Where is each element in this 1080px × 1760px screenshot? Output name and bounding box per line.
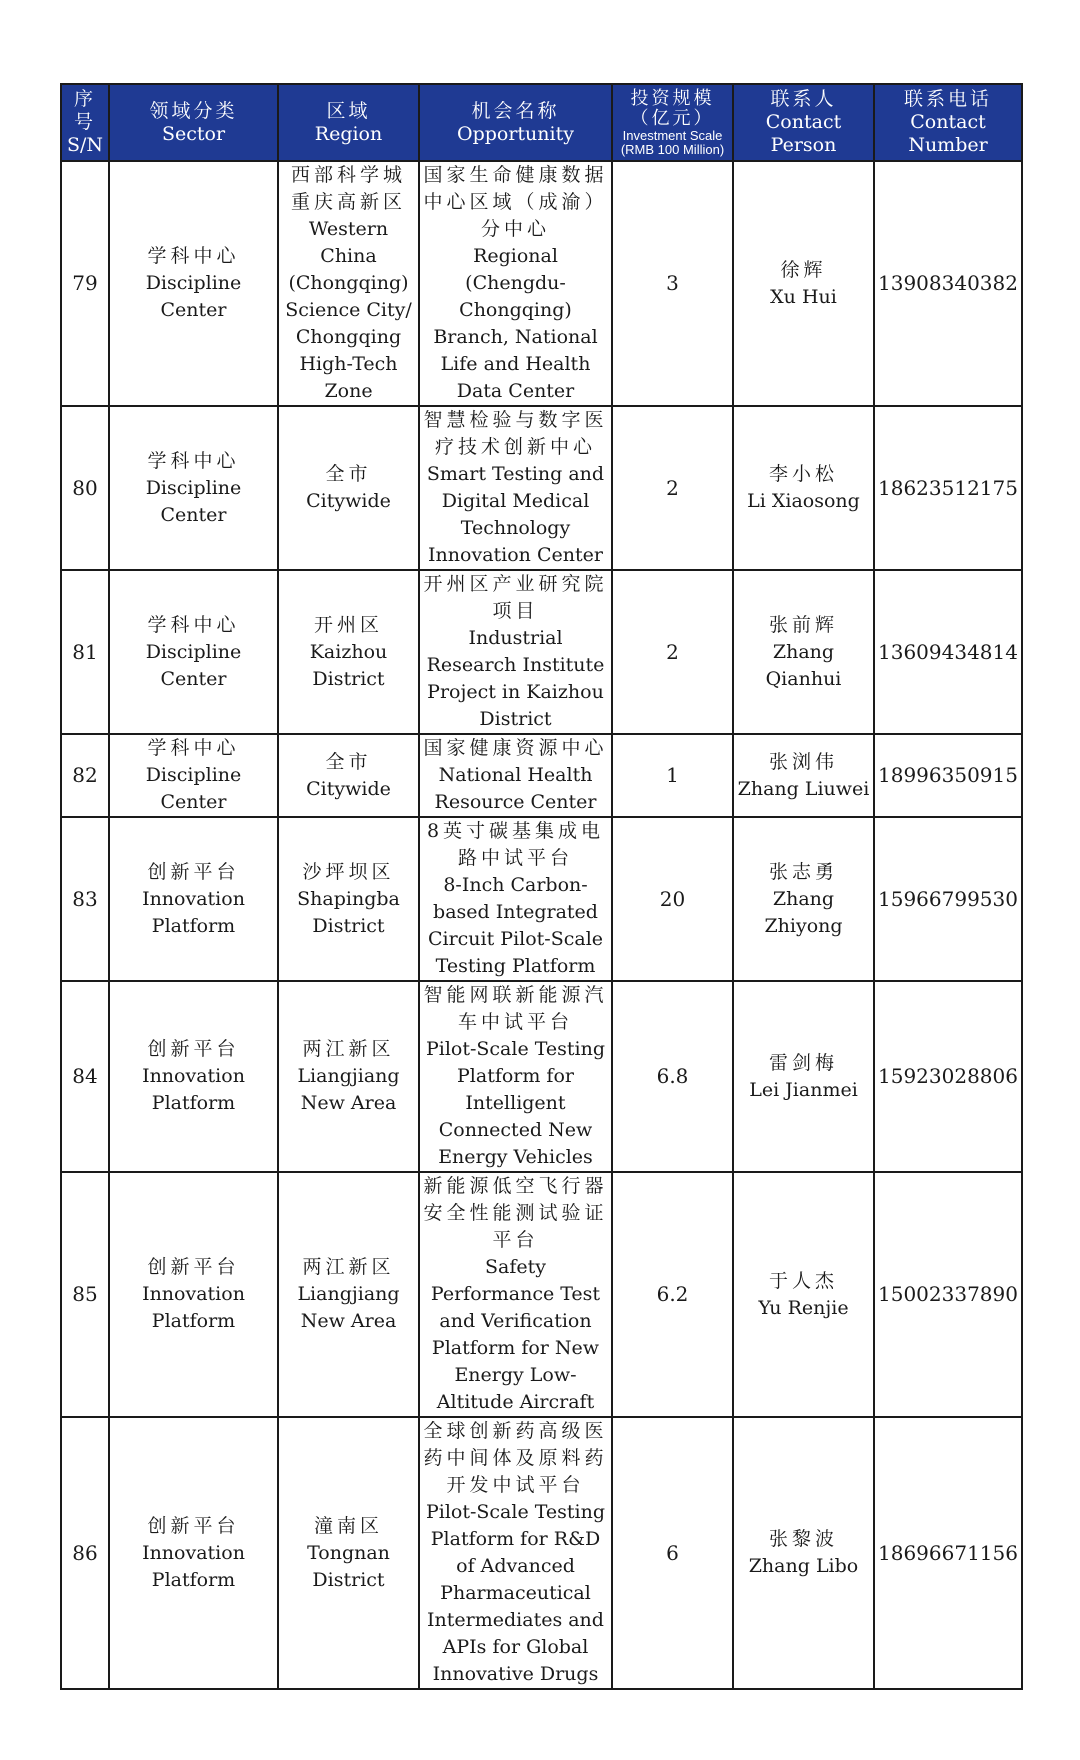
opportunity-zh: 8英寸碳基集成电路中试平台 bbox=[426, 820, 605, 869]
sector-en: Discipline Center bbox=[145, 764, 242, 813]
opportunity-en: National Health Resource Center bbox=[434, 764, 597, 813]
table-row bbox=[61, 981, 1022, 1172]
investment-value: 20 bbox=[659, 886, 686, 911]
contact-en: Xu Hui bbox=[770, 285, 837, 308]
cell-region bbox=[278, 570, 419, 734]
contact-en: Zhang Qianhui bbox=[765, 640, 842, 690]
sector-en: Innovation Platform bbox=[142, 1283, 245, 1332]
header-contact-person: 联系人 Contact Person bbox=[733, 84, 874, 161]
region-zh: 两江新区 bbox=[302, 1038, 395, 1060]
region-zh: 沙坪坝区 bbox=[302, 860, 395, 883]
contact-zh: 于人杰 bbox=[768, 1269, 838, 1292]
phone-value: 18623512175 bbox=[878, 475, 1018, 500]
cell-contact-person bbox=[733, 570, 874, 734]
cell-opportunity bbox=[419, 161, 612, 406]
region-en: Shapingba District bbox=[297, 887, 400, 937]
sector-zh: 创新平台 bbox=[147, 1038, 240, 1060]
opportunity-table-page bbox=[60, 83, 1021, 1690]
phone-value: 15002337890 bbox=[878, 1282, 1018, 1306]
cell-sn bbox=[61, 817, 109, 981]
investment-value: 2 bbox=[666, 639, 679, 664]
contact-zh: 张黎波 bbox=[768, 1528, 838, 1550]
sector-zh: 学科中心 bbox=[147, 737, 240, 759]
cell-contact-number bbox=[874, 734, 1022, 817]
contact-en: Lei Jianmei bbox=[749, 1078, 858, 1101]
investment-value: 3 bbox=[666, 271, 679, 295]
cell-contact-person bbox=[733, 406, 874, 570]
cell-contact-number bbox=[874, 981, 1022, 1172]
opportunity-zh: 智慧检验与数字医疗技术创新中心 bbox=[423, 409, 608, 458]
contact-zh: 张浏伟 bbox=[768, 750, 838, 773]
sector-en: Innovation Platform bbox=[142, 887, 245, 937]
opportunity-en: Smart Testing and Digital Medical Technology Innovation Center bbox=[426, 463, 605, 566]
opportunity-en: 8-Inch Carbon-based Integrated Circuit Pilot-Scale Testing Platform bbox=[427, 874, 604, 977]
table-header-row bbox=[61, 84, 1022, 161]
phone-value: 18696671156 bbox=[878, 1540, 1018, 1565]
cell-contact-person bbox=[733, 161, 874, 406]
investment-value: 6.2 bbox=[656, 1282, 689, 1306]
table-row bbox=[61, 817, 1022, 981]
region-en: Liangjiang New Area bbox=[297, 1065, 400, 1114]
cell-sector bbox=[109, 406, 278, 570]
sector-zh: 学科中心 bbox=[147, 449, 240, 472]
cell-investment bbox=[612, 161, 733, 406]
cell-contact-person bbox=[733, 734, 874, 817]
cell-sn bbox=[61, 1417, 109, 1689]
phone-value: 15966799530 bbox=[878, 886, 1018, 911]
cell-contact-person bbox=[733, 1417, 874, 1689]
phone-value: 15923028806 bbox=[878, 1064, 1018, 1088]
contact-zh: 张前辉 bbox=[768, 613, 838, 636]
cell-investment bbox=[612, 570, 733, 734]
contact-en: Zhang Libo bbox=[748, 1555, 859, 1577]
table-row bbox=[61, 570, 1022, 734]
sn-value: 86 bbox=[72, 1540, 98, 1565]
opportunity-zh: 开州区产业研究院项目 bbox=[423, 573, 608, 622]
table-row bbox=[61, 406, 1022, 570]
contact-en: Zhang Liuwei bbox=[737, 777, 870, 800]
cell-opportunity bbox=[419, 981, 612, 1172]
investment-value: 6 bbox=[666, 1540, 679, 1565]
cell-region bbox=[278, 161, 419, 406]
cell-sn bbox=[61, 1172, 109, 1417]
region-zh: 潼南区 bbox=[313, 1514, 383, 1537]
region-en: Citywide bbox=[306, 490, 391, 512]
sn-value: 83 bbox=[72, 886, 98, 911]
investment-value: 6.8 bbox=[656, 1064, 689, 1088]
cell-sector bbox=[109, 161, 278, 406]
contact-zh: 徐辉 bbox=[780, 258, 827, 281]
header-sn: 序号 S/N bbox=[61, 84, 109, 161]
table-row bbox=[61, 1417, 1022, 1689]
sector-en: Innovation Platform bbox=[142, 1065, 245, 1114]
sn-value: 80 bbox=[72, 475, 98, 500]
region-zh: 两江新区 bbox=[302, 1256, 395, 1278]
investment-value: 2 bbox=[666, 475, 679, 500]
sector-zh: 学科中心 bbox=[147, 245, 240, 267]
cell-region bbox=[278, 1172, 419, 1417]
phone-value: 13908340382 bbox=[878, 271, 1018, 295]
cell-opportunity bbox=[419, 570, 612, 734]
phone-value: 13609434814 bbox=[878, 639, 1018, 664]
opportunity-en: Regional (Chengdu-Chongqing) Branch, National Life and Health Data Center bbox=[433, 245, 598, 402]
cell-contact-number bbox=[874, 817, 1022, 981]
opportunity-en: Safety Performance Test and Verification Platform for New Energy Low-Altitude Aircraft bbox=[430, 1256, 601, 1413]
table-row bbox=[61, 161, 1022, 406]
cell-contact-person bbox=[733, 817, 874, 981]
phone-value: 18996350915 bbox=[878, 763, 1018, 787]
contact-zh: 李小松 bbox=[768, 463, 838, 485]
contact-zh: 张志勇 bbox=[768, 860, 838, 883]
cell-opportunity bbox=[419, 1417, 612, 1689]
cell-investment bbox=[612, 817, 733, 981]
cell-sn bbox=[61, 981, 109, 1172]
cell-region bbox=[278, 734, 419, 817]
cell-sector bbox=[109, 1172, 278, 1417]
opportunity-zh: 国家生命健康数据中心区域（成渝）分中心 bbox=[423, 164, 608, 240]
cell-investment bbox=[612, 734, 733, 817]
cell-opportunity bbox=[419, 734, 612, 817]
cell-sector bbox=[109, 817, 278, 981]
sector-zh: 学科中心 bbox=[147, 613, 240, 636]
region-zh: 西部科学城重庆高新区 bbox=[290, 164, 406, 213]
header-region: 区域 Region bbox=[278, 84, 419, 161]
sector-zh: 创新平台 bbox=[147, 1256, 240, 1278]
opportunity-zh: 国家健康资源中心 bbox=[423, 737, 608, 759]
opportunity-table bbox=[60, 83, 1023, 1690]
region-zh: 开州区 bbox=[313, 613, 383, 636]
sn-value: 81 bbox=[72, 639, 98, 664]
cell-sector bbox=[109, 981, 278, 1172]
cell-contact-person bbox=[733, 1172, 874, 1417]
cell-contact-number bbox=[874, 406, 1022, 570]
cell-contact-number bbox=[874, 1417, 1022, 1689]
sn-value: 82 bbox=[72, 763, 98, 787]
investment-value: 1 bbox=[666, 763, 679, 787]
cell-sector bbox=[109, 570, 278, 734]
header-investment: 投资规模 （亿元） Investment Scale (RMB 100 Million) bbox=[612, 84, 733, 161]
contact-zh: 雷剑梅 bbox=[768, 1051, 838, 1074]
sn-value: 79 bbox=[72, 271, 98, 295]
sn-value: 85 bbox=[72, 1282, 98, 1306]
cell-contact-number bbox=[874, 1172, 1022, 1417]
region-en: Liangjiang New Area bbox=[297, 1283, 400, 1332]
region-en: Tongnan District bbox=[307, 1541, 390, 1591]
cell-contact-person bbox=[733, 981, 874, 1172]
opportunity-en: Pilot-Scale Testing Platform for Intelligent Connected New Energy Vehicles bbox=[425, 1038, 606, 1168]
cell-investment bbox=[612, 1417, 733, 1689]
cell-opportunity bbox=[419, 1172, 612, 1417]
cell-opportunity bbox=[419, 817, 612, 981]
opportunity-en: Pilot-Scale Testing Platform for R&D of Advanced Pharmaceutical Intermediates and APIs for Global Innovative Drugs bbox=[425, 1501, 606, 1685]
cell-investment bbox=[612, 406, 733, 570]
cell-region bbox=[278, 406, 419, 570]
cell-region bbox=[278, 817, 419, 981]
sector-en: Discipline Center bbox=[145, 272, 242, 321]
cell-sector bbox=[109, 1417, 278, 1689]
cell-opportunity bbox=[419, 406, 612, 570]
opportunity-zh: 新能源低空飞行器安全性能测试验证平台 bbox=[423, 1175, 608, 1251]
cell-investment bbox=[612, 981, 733, 1172]
cell-sn bbox=[61, 570, 109, 734]
cell-investment bbox=[612, 1172, 733, 1417]
cell-contact-number bbox=[874, 570, 1022, 734]
sector-en: Innovation Platform bbox=[142, 1541, 245, 1591]
sn-value: 84 bbox=[72, 1064, 98, 1088]
sector-en: Discipline Center bbox=[145, 476, 242, 526]
sector-zh: 创新平台 bbox=[147, 1514, 240, 1537]
table-row bbox=[61, 1172, 1022, 1417]
region-zh: 全市 bbox=[325, 463, 372, 485]
cell-region bbox=[278, 1417, 419, 1689]
cell-sn bbox=[61, 406, 109, 570]
cell-contact-number bbox=[874, 161, 1022, 406]
sector-en: Discipline Center bbox=[145, 640, 242, 690]
region-zh: 全市 bbox=[325, 750, 372, 773]
contact-en: Yu Renjie bbox=[758, 1296, 849, 1319]
contact-en: Zhang Zhiyong bbox=[764, 887, 843, 937]
cell-sector bbox=[109, 734, 278, 817]
region-en: Western China (Chongqing) Science City/ Chongqing High-Tech Zone bbox=[285, 218, 412, 402]
opportunity-zh: 全球创新药高级医药中间体及原料药开发中试平台 bbox=[423, 1420, 608, 1496]
cell-region bbox=[278, 981, 419, 1172]
table-row bbox=[61, 734, 1022, 817]
cell-sn bbox=[61, 161, 109, 406]
contact-en: Li Xiaosong bbox=[747, 490, 860, 512]
sector-zh: 创新平台 bbox=[147, 860, 240, 883]
opportunity-en: Industrial Research Institute Project in Kaizhou District bbox=[426, 627, 605, 730]
header-opportunity: 机会名称 Opportunity bbox=[419, 84, 612, 161]
region-en: Citywide bbox=[306, 777, 391, 800]
header-sector: 领域分类 Sector bbox=[109, 84, 278, 161]
header-contact-number: 联系电话 Contact Number bbox=[874, 84, 1022, 161]
region-en: Kaizhou District bbox=[309, 640, 388, 690]
cell-sn bbox=[61, 734, 109, 817]
table-body bbox=[61, 161, 1022, 1689]
opportunity-zh: 智能网联新能源汽车中试平台 bbox=[423, 984, 608, 1033]
